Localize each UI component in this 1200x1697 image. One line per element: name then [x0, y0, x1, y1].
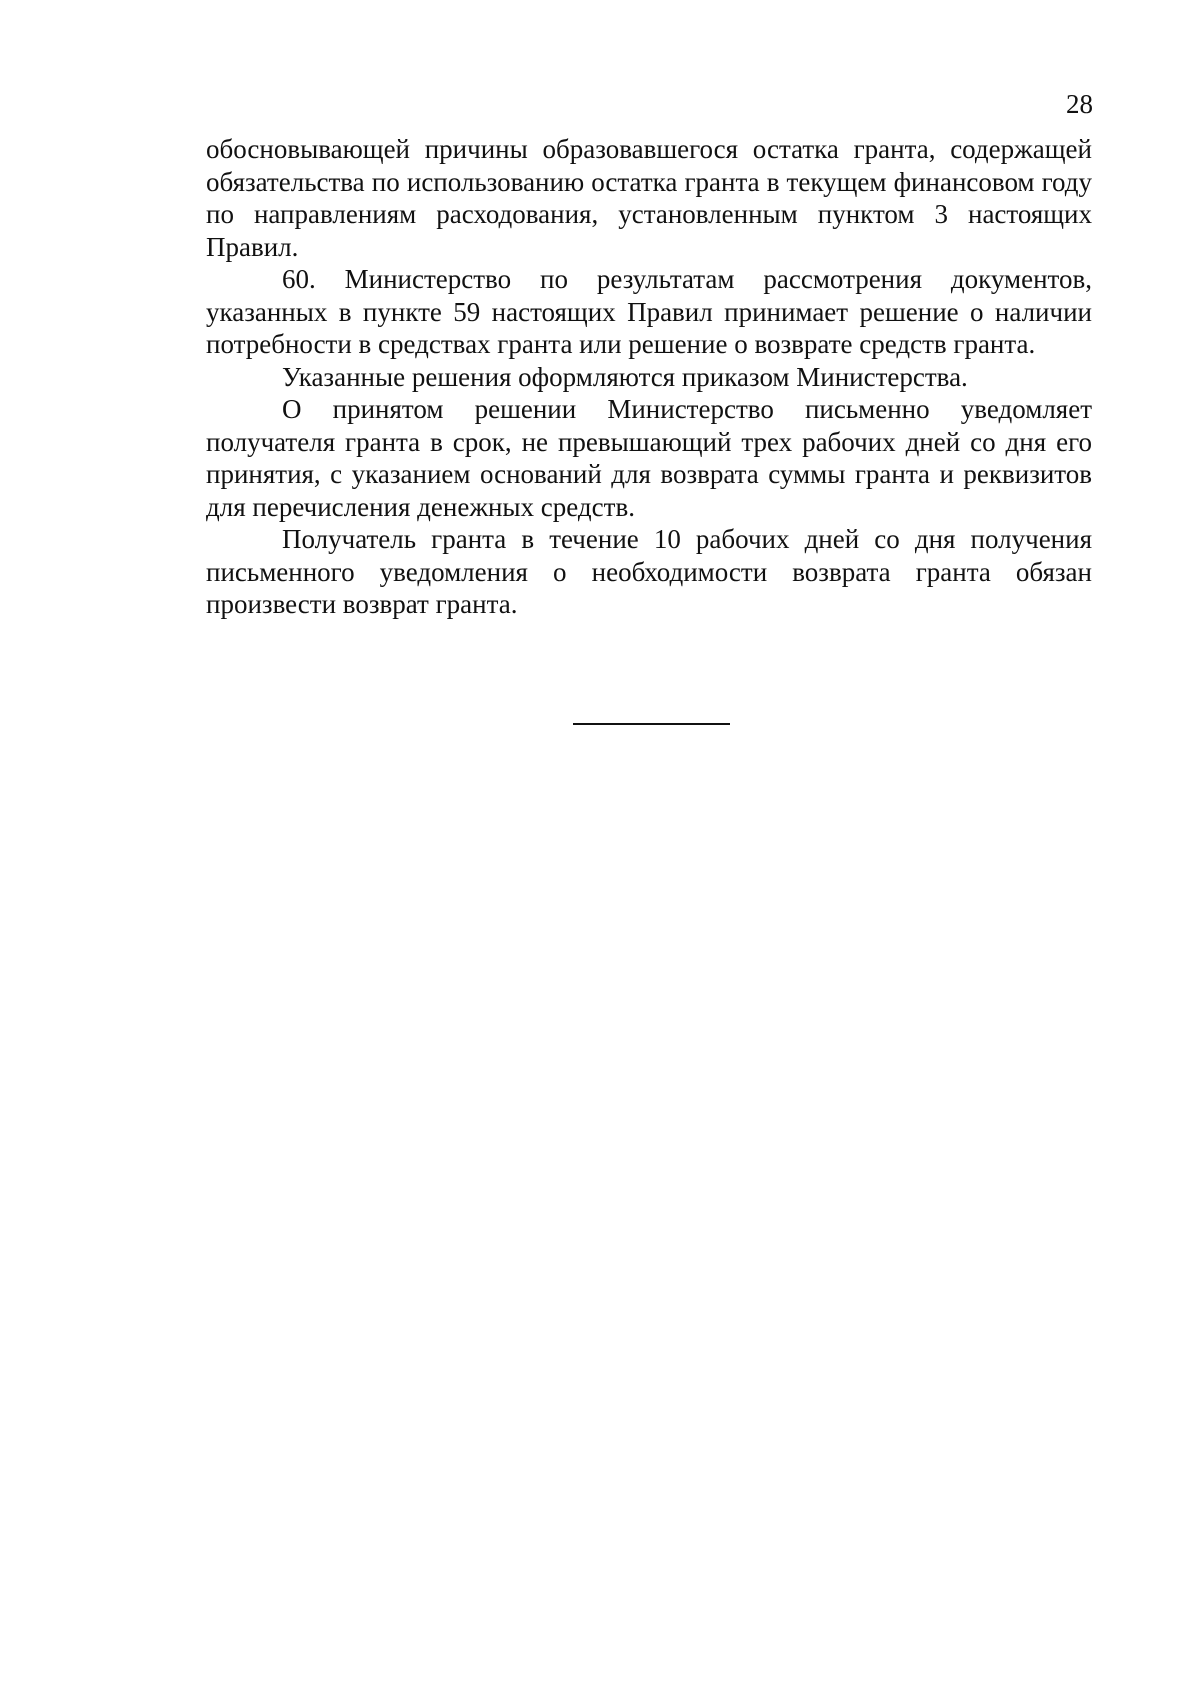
document-body — [206, 133, 1092, 621]
paragraph-grant-return-deadline: Получатель гранта в течение 10 рабочих дней со дня получения письменного уведомления о необходимости возврата гранта обязан произвести возврат гранта. — [206, 524, 1092, 619]
paragraph-grant-remainder-justification: обосновывающей причины образовавшегося остатка гранта, содержащей обязательства по использованию остатка гранта в текущем финансовом году по направлениям расходования, установленным пунктом 3 настоящих Правил. — [206, 134, 1092, 262]
paragraph-recipient-notification: О принятом решении Министерство письменно уведомляет получателя гранта в срок, не превышающий трех рабочих дней со дня его принятия, с указанием оснований для возврата суммы гранта и реквизитов для перечисления денежных средств. — [206, 394, 1092, 522]
page-number: 28 — [1066, 89, 1093, 119]
closing-divider-line — [573, 723, 730, 725]
paragraph-decision-formalization: Указанные решения оформляются приказом Министерства. — [282, 361, 968, 392]
paragraph-ministry-decision: 60. Министерство по результатам рассмотрения документов, указанных в пункте 59 настоящих Правил принимает решение о наличии потребности в средствах гранта или решение о возврате средств гранта. — [206, 264, 1092, 359]
